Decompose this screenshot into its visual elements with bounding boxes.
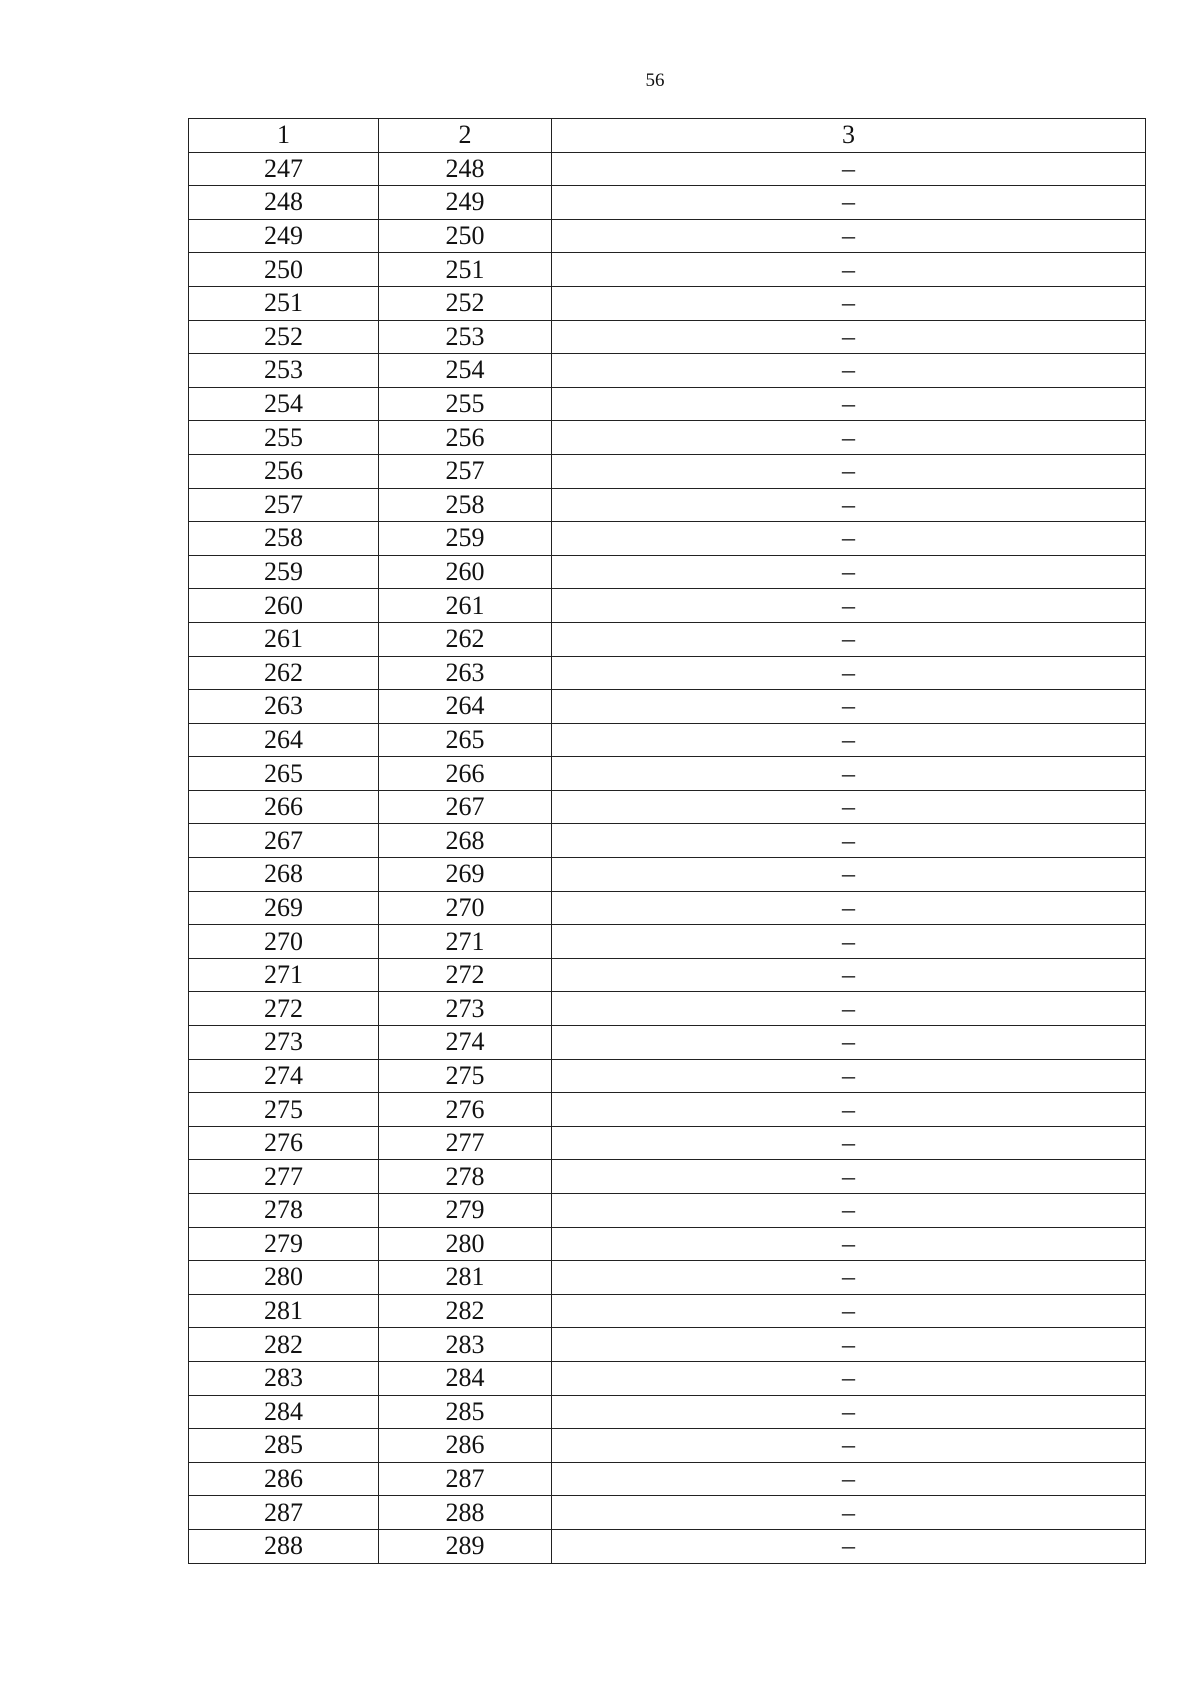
table-cell: 285 <box>189 1429 379 1463</box>
table-cell: 277 <box>189 1160 379 1194</box>
table-cell: 277 <box>379 1126 552 1160</box>
table-cell: – <box>552 1529 1146 1563</box>
table-cell: 272 <box>379 958 552 992</box>
table-row <box>189 488 1146 522</box>
table-row <box>189 454 1146 488</box>
table-cell: 266 <box>379 757 552 791</box>
table-cell: – <box>552 488 1146 522</box>
table-cell: 284 <box>189 1395 379 1429</box>
table-cell: 271 <box>379 925 552 959</box>
table-cell: 252 <box>189 320 379 354</box>
table-cell: – <box>552 320 1146 354</box>
table-cell: – <box>552 286 1146 320</box>
table-cell: 254 <box>379 354 552 388</box>
header-cell: 1 <box>189 119 379 153</box>
table-cell: – <box>552 1026 1146 1060</box>
table-row <box>189 622 1146 656</box>
table-row <box>189 723 1146 757</box>
table-cell: – <box>552 1294 1146 1328</box>
table-cell: 276 <box>379 1093 552 1127</box>
table-row <box>189 1093 1146 1127</box>
table-cell: 285 <box>379 1395 552 1429</box>
table-cell: – <box>552 555 1146 589</box>
table-row <box>189 656 1146 690</box>
table-row <box>189 1227 1146 1261</box>
table-cell: – <box>552 152 1146 186</box>
table-cell: 267 <box>189 824 379 858</box>
table-cell: – <box>552 1328 1146 1362</box>
table-cell: 289 <box>379 1529 552 1563</box>
table-row <box>189 354 1146 388</box>
table-cell: 286 <box>189 1462 379 1496</box>
table-row <box>189 958 1146 992</box>
table-cell: – <box>552 1093 1146 1127</box>
table-row <box>189 1026 1146 1060</box>
table-cell: 255 <box>189 421 379 455</box>
table-row <box>189 891 1146 925</box>
table-cell: 256 <box>379 421 552 455</box>
table-cell: – <box>552 690 1146 724</box>
table-cell: 267 <box>379 790 552 824</box>
table-cell: 278 <box>189 1194 379 1228</box>
table-cell: 264 <box>189 723 379 757</box>
table-cell: – <box>552 387 1146 421</box>
table-cell: 281 <box>189 1294 379 1328</box>
table-row <box>189 219 1146 253</box>
page-number: 56 <box>645 70 665 91</box>
table-cell: 275 <box>189 1093 379 1127</box>
table-row <box>189 589 1146 623</box>
table-cell: 251 <box>379 253 552 287</box>
table-row <box>189 1059 1146 1093</box>
table-cell: – <box>552 723 1146 757</box>
table-cell: 268 <box>379 824 552 858</box>
table-row <box>189 152 1146 186</box>
table-cell: 271 <box>189 958 379 992</box>
table-row <box>189 387 1146 421</box>
table-cell: 288 <box>379 1496 552 1530</box>
table-cell: – <box>552 622 1146 656</box>
table-cell: 273 <box>379 992 552 1026</box>
table-cell: 283 <box>189 1361 379 1395</box>
table-cell: – <box>552 1462 1146 1496</box>
table-cell: 257 <box>189 488 379 522</box>
table-cell: – <box>552 925 1146 959</box>
table-row <box>189 1261 1146 1295</box>
table-cell: 270 <box>189 925 379 959</box>
table-cell: – <box>552 1361 1146 1395</box>
table-cell: 279 <box>379 1194 552 1228</box>
table-cell: 261 <box>379 589 552 623</box>
table-row <box>189 1126 1146 1160</box>
table-cell: 255 <box>379 387 552 421</box>
table-cell: 268 <box>189 858 379 892</box>
table-cell: – <box>552 1429 1146 1463</box>
table-cell: – <box>552 219 1146 253</box>
table-row <box>189 1160 1146 1194</box>
table-row <box>189 320 1146 354</box>
table-cell: 253 <box>189 354 379 388</box>
table-cell: 275 <box>379 1059 552 1093</box>
table-cell: 274 <box>189 1059 379 1093</box>
table-row <box>189 824 1146 858</box>
header-cell: 3 <box>552 119 1146 153</box>
table-cell: – <box>552 1126 1146 1160</box>
table-cell: – <box>552 253 1146 287</box>
table-cell: 251 <box>189 286 379 320</box>
table-cell: 273 <box>189 1026 379 1060</box>
header-cell: 2 <box>379 119 552 153</box>
table-cell: – <box>552 589 1146 623</box>
table-cell: – <box>552 522 1146 556</box>
table-cell: – <box>552 1194 1146 1228</box>
table-row <box>189 1294 1146 1328</box>
table-cell: – <box>552 958 1146 992</box>
table-cell: – <box>552 757 1146 791</box>
table-cell: – <box>552 1395 1146 1429</box>
table-header-row <box>189 119 1146 153</box>
table-cell: 279 <box>189 1227 379 1261</box>
table-row <box>189 186 1146 220</box>
table-cell: 282 <box>379 1294 552 1328</box>
table-cell: 248 <box>379 152 552 186</box>
table-cell: 265 <box>189 757 379 791</box>
table-cell: 263 <box>379 656 552 690</box>
table-cell: 280 <box>379 1227 552 1261</box>
table-cell: 260 <box>379 555 552 589</box>
table-cell: 259 <box>189 555 379 589</box>
table-cell: 259 <box>379 522 552 556</box>
table-cell: – <box>552 1160 1146 1194</box>
table-cell: 280 <box>189 1261 379 1295</box>
table-cell: – <box>552 992 1146 1026</box>
table-cell: – <box>552 186 1146 220</box>
table-cell: 248 <box>189 186 379 220</box>
table-cell: 258 <box>379 488 552 522</box>
table-cell: 284 <box>379 1361 552 1395</box>
table-cell: – <box>552 858 1146 892</box>
table-cell: 249 <box>379 186 552 220</box>
table-cell: – <box>552 656 1146 690</box>
table-cell: 286 <box>379 1429 552 1463</box>
table-row <box>189 1529 1146 1563</box>
table-cell: 272 <box>189 992 379 1026</box>
table-cell: 276 <box>189 1126 379 1160</box>
table-cell: – <box>552 421 1146 455</box>
table-row <box>189 690 1146 724</box>
table-row <box>189 858 1146 892</box>
table-row <box>189 1361 1146 1395</box>
table-row <box>189 925 1146 959</box>
table-cell: – <box>552 1261 1146 1295</box>
table-cell: 266 <box>189 790 379 824</box>
table-cell: 281 <box>379 1261 552 1295</box>
table-cell: 250 <box>189 253 379 287</box>
table-row <box>189 790 1146 824</box>
table-cell: – <box>552 790 1146 824</box>
table-cell: 270 <box>379 891 552 925</box>
table-cell: 247 <box>189 152 379 186</box>
table-cell: 254 <box>189 387 379 421</box>
table-cell: 258 <box>189 522 379 556</box>
table-row <box>189 1429 1146 1463</box>
table-cell: 253 <box>379 320 552 354</box>
table-cell: 288 <box>189 1529 379 1563</box>
table-cell: – <box>552 354 1146 388</box>
table-row <box>189 522 1146 556</box>
table-cell: 264 <box>379 690 552 724</box>
table-cell: 265 <box>379 723 552 757</box>
table-cell: 282 <box>189 1328 379 1362</box>
table-cell: 263 <box>189 690 379 724</box>
table-cell: 250 <box>379 219 552 253</box>
table-row <box>189 1395 1146 1429</box>
table-row <box>189 757 1146 791</box>
table-cell: – <box>552 1059 1146 1093</box>
table-cell: 287 <box>379 1462 552 1496</box>
table-cell: 261 <box>189 622 379 656</box>
table-row <box>189 253 1146 287</box>
table-cell: 262 <box>189 656 379 690</box>
table-row <box>189 421 1146 455</box>
table-row <box>189 286 1146 320</box>
table-row <box>189 1194 1146 1228</box>
table-cell: – <box>552 454 1146 488</box>
table-cell: – <box>552 1227 1146 1261</box>
data-table <box>188 118 1146 1564</box>
table-row <box>189 555 1146 589</box>
table-cell: 274 <box>379 1026 552 1060</box>
table-row <box>189 992 1146 1026</box>
table-cell: 256 <box>189 454 379 488</box>
table-cell: 278 <box>379 1160 552 1194</box>
table-cell: 257 <box>379 454 552 488</box>
table-row <box>189 1462 1146 1496</box>
table-row <box>189 1328 1146 1362</box>
table-cell: – <box>552 891 1146 925</box>
table-cell: 252 <box>379 286 552 320</box>
table-cell: – <box>552 824 1146 858</box>
table-cell: 249 <box>189 219 379 253</box>
table-cell: 269 <box>189 891 379 925</box>
table-cell: 283 <box>379 1328 552 1362</box>
table-cell: 262 <box>379 622 552 656</box>
table-cell: 260 <box>189 589 379 623</box>
table-cell: 269 <box>379 858 552 892</box>
table-cell: 287 <box>189 1496 379 1530</box>
table-cell: – <box>552 1496 1146 1530</box>
table-row <box>189 1496 1146 1530</box>
